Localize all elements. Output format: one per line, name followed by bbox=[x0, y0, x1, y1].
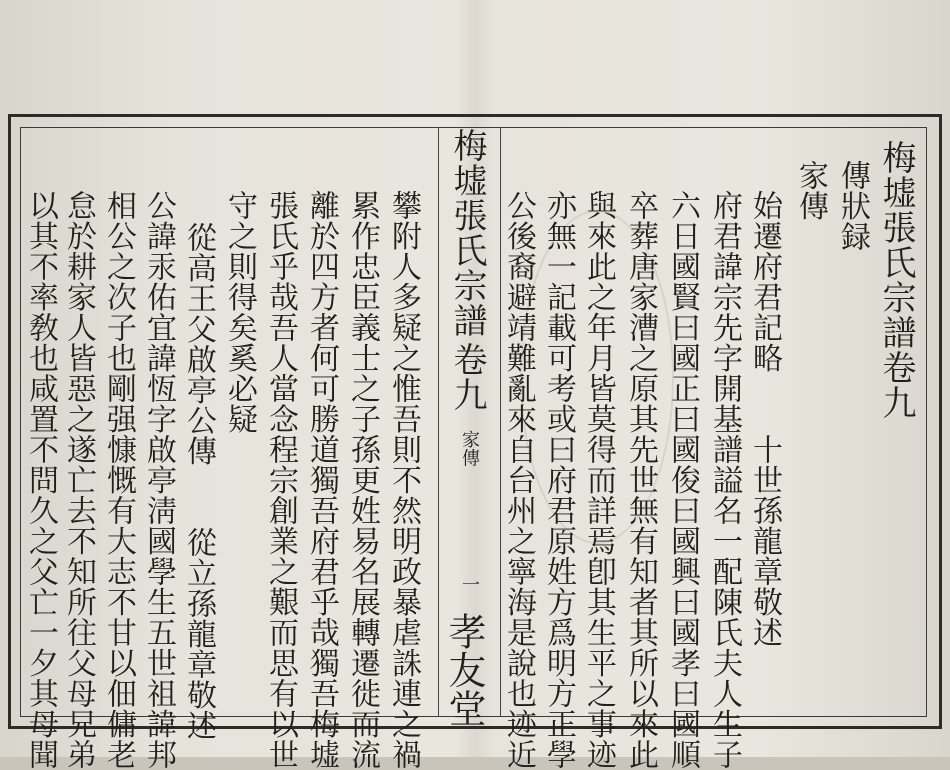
left-text-column-5: 守之則得矣奚必疑 bbox=[222, 190, 257, 434]
right-text-column-7: 公後裔避靖難亂來自台州之寧海是說也迹近 bbox=[501, 190, 536, 770]
left-text-column-4: 張氏乎哉吾人當念程宗創業之艱而思有以世 bbox=[263, 190, 298, 770]
left-text-column-10: 以其不率敎也咸置不問久之父亡一夕其母聞 bbox=[23, 190, 58, 770]
right-text-column-5: 與來此之年月皆莫得而詳焉卽其生平之事迹 bbox=[581, 190, 616, 770]
hall-name: 孝友堂 bbox=[442, 612, 486, 728]
left-text-column-8: 相公之次子也剛强慷慨有大志不甘以佃傭老 bbox=[101, 190, 136, 770]
right-text-column-2: 府君諱宗先字開基譜謚名一配陳氏夫人生子 bbox=[707, 190, 742, 770]
left-text-column-3: 離於四方者何可勝道獨吾府君乎哉獨吾梅墟 bbox=[304, 190, 339, 770]
center-volume: 卷九 bbox=[447, 342, 487, 412]
section-title: 傳狀録 bbox=[835, 160, 870, 252]
left-text-column-9: 怠於耕家人皆惡之遂亡去不知所往父母兄弟 bbox=[61, 190, 96, 770]
left-text-column-1: 攀附人多疑之惟吾則不然明政暴虐誅連之禍 bbox=[386, 190, 421, 770]
right-text-column-6: 亦無一記載可考或曰府君原姓方爲明方正學 bbox=[541, 190, 576, 770]
center-fold-left-line bbox=[438, 127, 439, 717]
center-section-label: 家傳 bbox=[459, 430, 480, 467]
right-text-column-1: 始遷府君記略 十世孫龍章敬述 bbox=[747, 190, 782, 648]
page-header-title: 梅墟張氏宗譜卷九 bbox=[876, 140, 916, 420]
left-text-column-6: 從高王父啟亭公傳 從立孫龍章敬述 bbox=[181, 222, 216, 741]
center-book-title: 梅墟張氏宗譜 bbox=[447, 128, 487, 338]
right-text-column-3: 六日國賢曰國正曰國俊曰國興曰國孝曰國順 bbox=[665, 190, 700, 770]
left-text-column-2: 累作忠臣義士之子孫更姓易名展轉遷徙而流 bbox=[345, 190, 380, 770]
subsection-title: 家傳 bbox=[793, 160, 828, 221]
left-text-column-7: 公諱汞佑宜諱恆字啟亭淸國學生五世祖諱邦 bbox=[141, 190, 176, 770]
page-number: 一 bbox=[459, 575, 480, 594]
right-text-column-4: 卒葬唐家漕之原其先世無有知者其所以來此 bbox=[623, 190, 658, 770]
